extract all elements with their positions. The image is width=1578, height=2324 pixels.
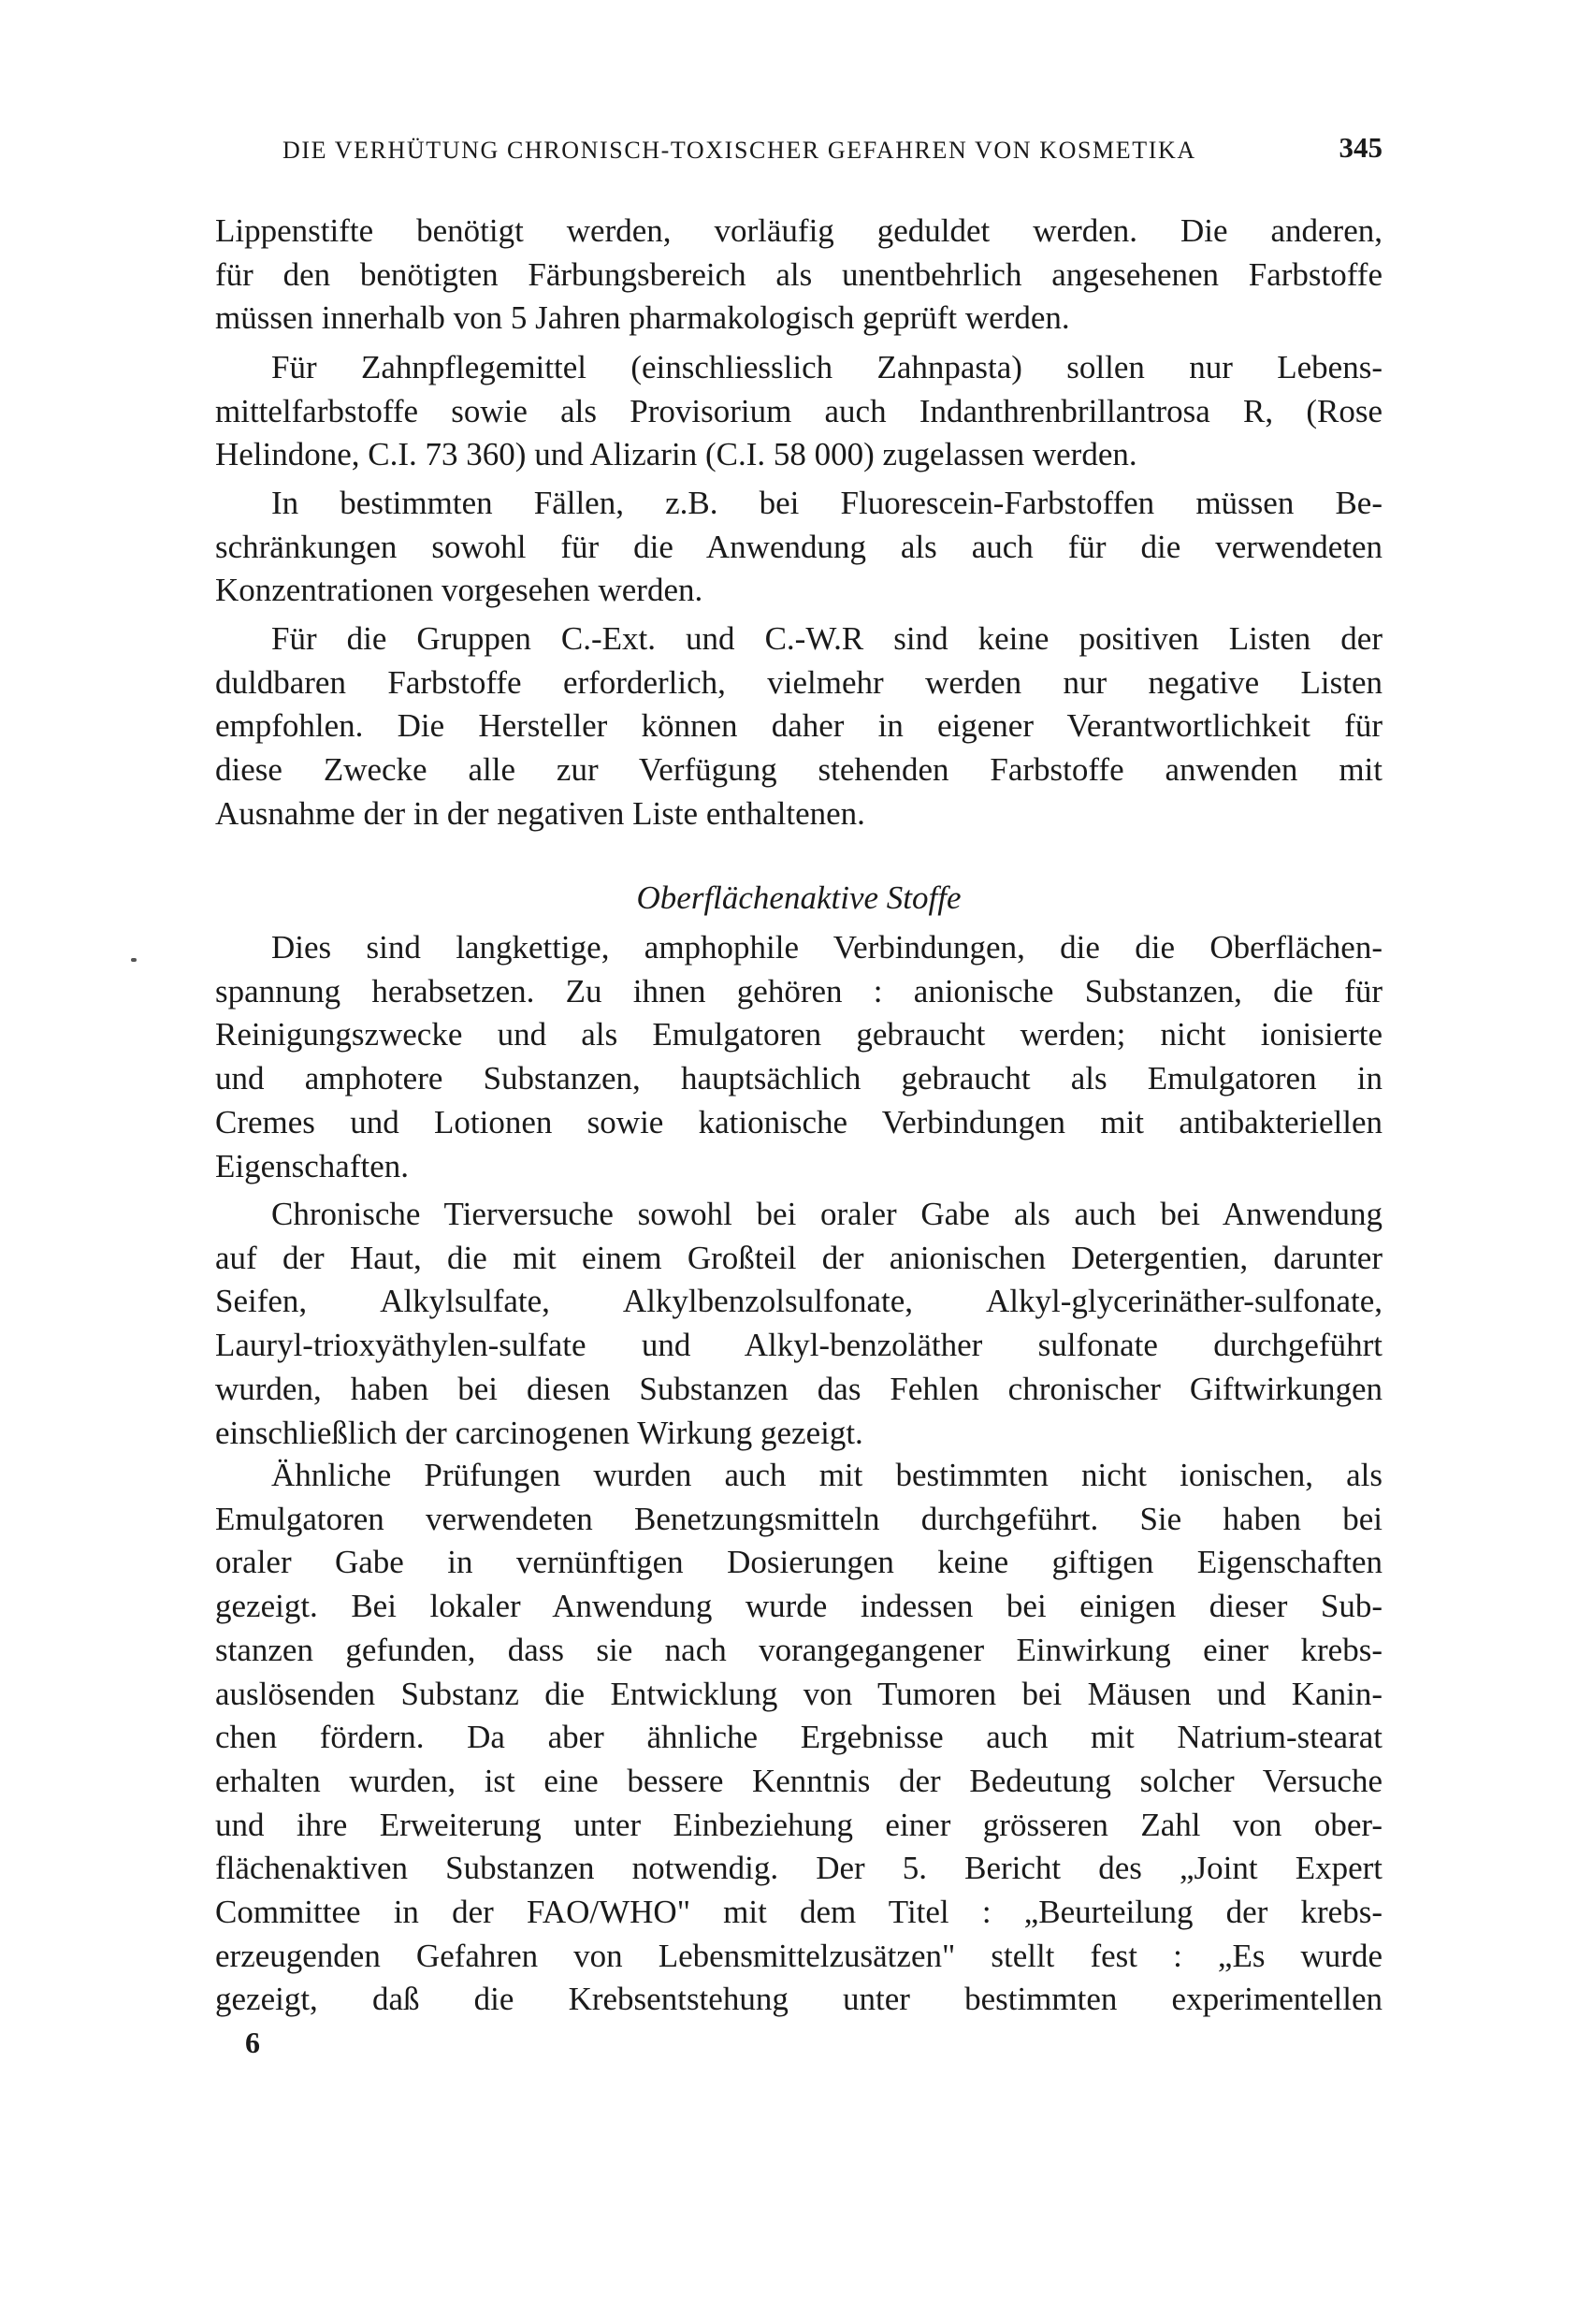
text-line: Chronische Tierversuche sowohl bei oraler Gabe als auch bei Anwendung — [271, 1196, 1383, 1232]
text-line: oraler Gabe in vernünftigen Dosierungen keine giftigen Eigenschaften — [215, 1544, 1383, 1581]
text-line: Für die Gruppen C.-Ext. und C.-W.R sind keine positiven Listen der — [271, 620, 1383, 657]
scan-speck — [131, 958, 137, 962]
text-line: schränkungen sowohl für die Anwendung als auch für die verwendeten — [215, 528, 1383, 565]
text-line: Helindone, C.I. 73 360) und Alizarin (C.I. 58 000) zugelassen werden. — [215, 436, 1137, 473]
text-line: spannung herabsetzen. Zu ihnen gehören : anionische Substanzen, die für — [215, 972, 1383, 1009]
paragraph-3 — [215, 482, 1383, 613]
text-line: einschließlich der carcinogenen Wirkung gezeigt. — [215, 1414, 863, 1451]
text-line: erhalten wurden, ist eine bessere Kenntnis der Bedeutung solcher Versuche — [215, 1762, 1383, 1799]
text-line: In bestimmten Fällen, z.B. bei Fluorescein-Farbstoffen müssen Be- — [271, 485, 1383, 521]
text-line: Für Zahnpflegemittel (einschliesslich Zahnpasta) sollen nur Lebens- — [271, 349, 1383, 385]
running-header — [215, 131, 1383, 172]
text-line: Eigenschaften. — [215, 1147, 409, 1184]
text-line: flächenaktiven Substanzen notwendig. Der 5. Bericht des „Joint Expert — [215, 1850, 1383, 1887]
text-line: mittelfarbstoffe sowie als Provisorium auch Indanthrenbrillantrosa R, (Rose — [215, 392, 1383, 429]
text-line: wurden, haben bei diesen Substanzen das Fehlen chronischer Giftwirkungen — [215, 1370, 1383, 1407]
section-paragraph-1 — [215, 926, 1383, 1188]
section-paragraph-3 — [215, 1454, 1383, 2022]
text-line: Ähnliche Prüfungen wurden auch mit bestimmten nicht ionischen, als — [271, 1457, 1383, 1493]
text-line: erzeugenden Gefahren von Lebensmittelzusätzen" stellt fest : „Es wurde — [215, 1937, 1383, 1974]
text-line: Dies sind langkettige, amphophile Verbindungen, die die Oberflächen- — [271, 929, 1383, 966]
paragraph-1 — [215, 210, 1383, 341]
text-line: Reinigungszwecke und als Emulgatoren gebraucht werden; nicht ionisierte — [215, 1016, 1383, 1053]
paragraph-2 — [215, 346, 1383, 477]
text-line: müssen innerhalb von 5 Jahren pharmakologisch geprüft werden. — [215, 299, 1070, 337]
text-line: gezeigt, daß die Krebsentstehung unter bestimmten experimentellen — [215, 1981, 1383, 2018]
text-line: duldbaren Farbstoffe erforderlich, vielmehr werden nur negative Listen — [215, 663, 1383, 701]
text-line: gezeigt. Bei lokaler Anwendung wurde indessen bei einigen dieser Sub- — [215, 1588, 1383, 1625]
paragraph-4 — [215, 617, 1383, 836]
text-line: auf der Haut, die mit einem Großteil der anionischen Detergentien, darunter — [215, 1239, 1383, 1276]
text-line: chen fördern. Da aber ähnliche Ergebnisse auch mit Natrium-stearat — [215, 1719, 1383, 1756]
section-paragraph-2 — [215, 1193, 1383, 1455]
text-line: Ausnahme der in der negativen Liste enthaltenen. — [215, 794, 865, 832]
text-line: Lauryl-trioxyäthylen-sulfate und Alkyl-benzoläther sulfonate durchgeführt — [215, 1327, 1383, 1364]
text-line: Emulgatoren verwendeten Benetzungsmitteln durchgeführt. Sie haben bei — [215, 1500, 1383, 1537]
text-line: stanzen gefunden, dass sie nach vorangegangener Einwirkung einer krebs- — [215, 1631, 1383, 1668]
text-line: empfohlen. Die Hersteller können daher in eigener Verantwortlichkeit für — [215, 707, 1383, 745]
text-line: und ihre Erweiterung unter Einbeziehung einer grösseren Zahl von ober- — [215, 1806, 1383, 1843]
text-line: Lippenstifte benötigt werden, vorläufig geduldet werden. Die anderen, — [215, 212, 1383, 249]
text-line: für den benötigten Färbungsbereich als unentbehrlich angesehenen Farbstoffe — [215, 255, 1383, 293]
section-heading: Oberflächenaktive Stoffe — [636, 879, 962, 916]
page-number: 345 — [1339, 131, 1383, 164]
text-line: und amphotere Substanzen, hauptsächlich gebraucht als Emulgatoren in — [215, 1060, 1383, 1097]
running-head-title: DIE VERHÜTUNG CHRONISCH-TOXISCHER GEFAHREN VON KOSMETIKA — [282, 137, 1196, 164]
text-line: Konzentrationen vorgesehen werden. — [215, 572, 703, 609]
text-line: Cremes und Lotionen sowie kationische Verbindungen mit antibakteriellen — [215, 1103, 1383, 1140]
text-line: Committee in der FAO/WHO" mit dem Titel : „Beurteilung der krebs- — [215, 1894, 1383, 1931]
text-line: diese Zwecke alle zur Verfügung stehenden Farbstoffe anwenden mit — [215, 751, 1383, 789]
signature-mark: 6 — [245, 2026, 260, 2059]
text-line: Seifen, Alkylsulfate, Alkylbenzolsulfonate, Alkyl-glycerinäther-sulfonate, — [215, 1283, 1383, 1320]
text-line: auslösenden Substanz die Entwicklung von Tumoren bei Mäusen und Kanin- — [215, 1675, 1383, 1712]
